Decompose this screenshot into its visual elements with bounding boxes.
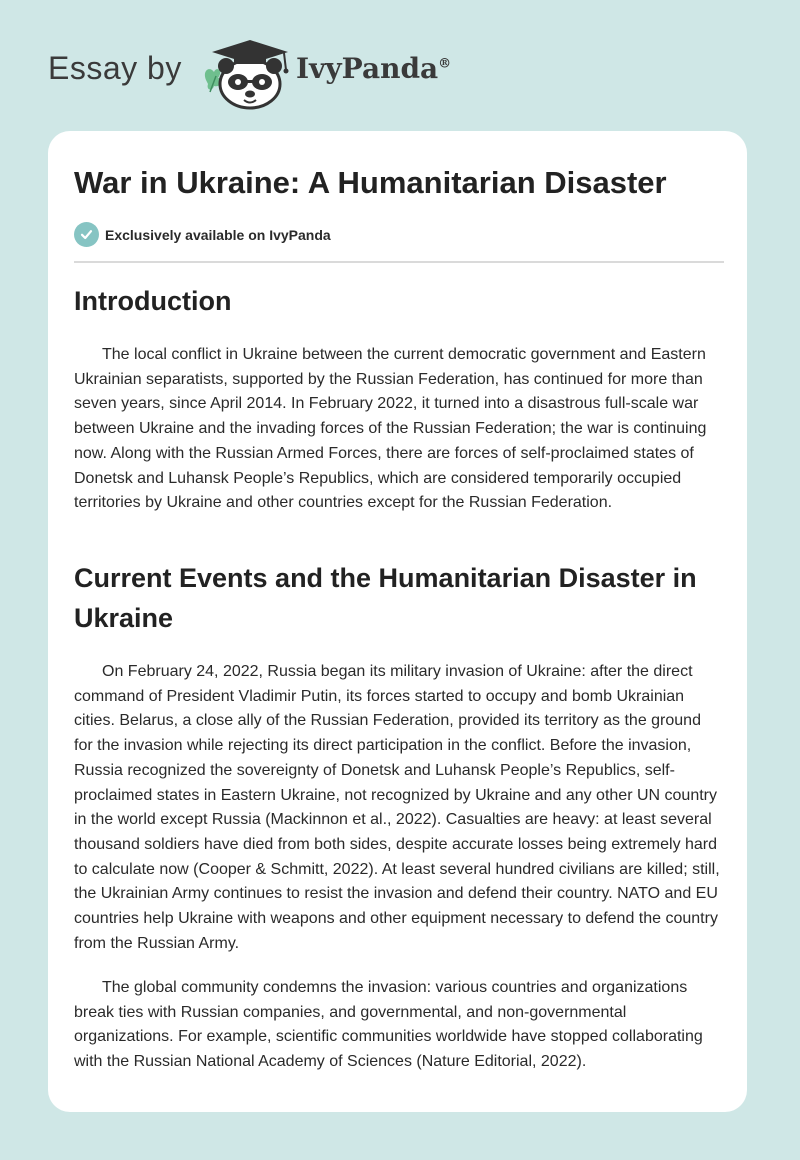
exclusive-label: Exclusively available on IvyPanda xyxy=(105,226,331,243)
paragraph-current-events-2: The global community condemns the invasion: various countries and organizations break ties with Russian companies, and governmental, and non-governmental organizations. For example, scientific communities worldwide have stopped collaborating with the Russian National Academy of Sciences (Nature Editorial, 2022). xyxy=(74,979,703,1071)
page-title: War in Ukraine: A Humanitarian Disaster xyxy=(74,165,667,200)
paragraph-introduction: The local conflict in Ukraine between the current democratic government and Eastern Ukrainian separatists, supported by the Russian Federation, has continued for more than seven years, since April 2014. In February 2022, it turned into a disastrous full-scale war between Ukraine and the invading forces of the Russian Federation; the war is continuing now. Along with the Russian Armed Forces, there are forces of self-proclaimed states of Donetsk and Luhansk People’s Republics, which are considered temporarily occupied territories by Ukraine and other countries except for the Russian Federation. xyxy=(74,346,707,512)
divider xyxy=(74,261,724,263)
site-header xyxy=(0,0,800,130)
essay-by-label: Essay by xyxy=(48,50,182,86)
section-heading-current-events: Current Events and the Humanitarian Disaster in Ukraine xyxy=(74,563,697,633)
essay-card xyxy=(48,131,747,1112)
registered-mark: ® xyxy=(438,56,452,72)
paragraph-current-events-1: On February 24, 2022, Russia began its military invasion of Ukraine: after the direct command of President Vladimir Putin, its forces started to occupy and bomb Ukrainian cities. Belarus, a close ally of the Russian Federation, provided its territory as the ground for the invasion while rejecting its direct participation in the conflict. Before the invasion, Russia recognized the sovereignty of Donetsk and Luhansk People’s Republics, self-proclaimed states in Eastern Ukraine, not recognized by Ukraine and any other UN country in the world except Russia (Mackinnon et al., 2022). Casualties are heavy: at least several thousand soldiers have died from both sides, despite accurate losses being extremely hard to calculate now (Cooper & Schmitt, 2022). At least several hundred civilians are killed; still, the Ukrainian Army continues to resist the invasion and defend their country. NATO and EU countries help Ukraine with weapons and other equipment necessary to defend the country from the Russian Army. xyxy=(74,663,720,952)
checkmark-icon xyxy=(74,222,99,247)
panda-logo-icon[interactable] xyxy=(200,36,296,110)
brand-name[interactable]: IvyPanda® xyxy=(296,52,452,85)
section-heading-introduction: Introduction xyxy=(74,286,232,316)
exclusive-badge xyxy=(74,222,331,247)
